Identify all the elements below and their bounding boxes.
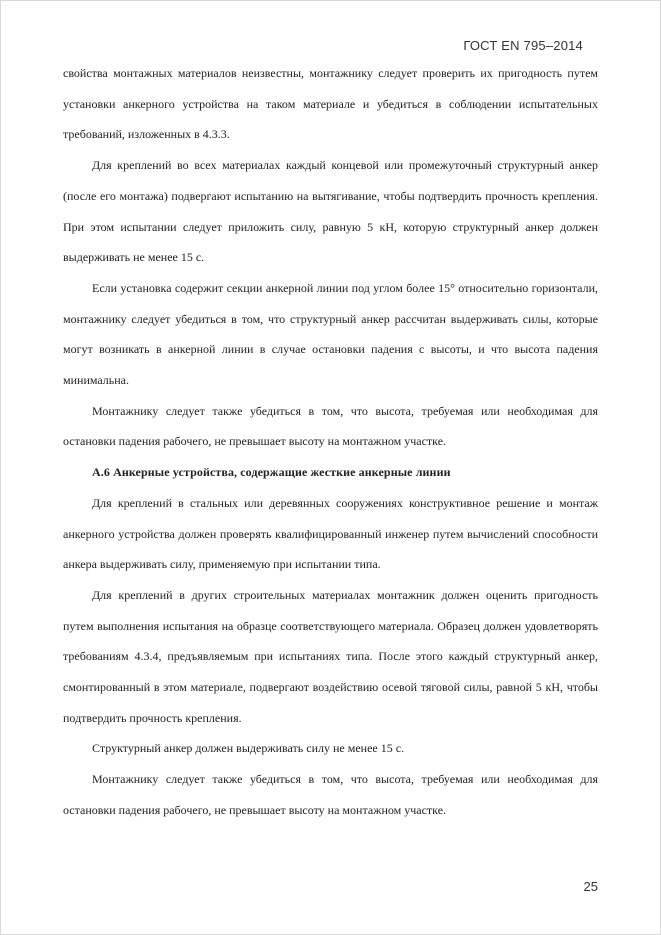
paragraph-fall-clearance: Монтажнику следует также убедиться в том, что высота, требуемая или необходимая для остановки падения рабочего, не превышает высоту на монтажном участке. bbox=[63, 403, 598, 449]
paragraph-steel-wood-structures: Для креплений в стальных или деревянных сооружениях конструктивное решение и монтаж анкерного устройства должен проверять квалифицированный инженер путем вычислений способности анкера выдерживать силу, применяемую при испытании типа. bbox=[63, 495, 598, 572]
page-number: 25 bbox=[583, 879, 598, 894]
paragraph-anchor-line-angle: Если установка содержит секции анкерной линии под углом более 15° относительно горизонтали, монтажнику следует убедиться в том, что структурный анкер рассчитан выдерживать силы, которые могут возникать в анкерной линии в случае остановки падения с высоты, и что высота падения минимальна. bbox=[63, 280, 598, 388]
paragraph-pullout-test: Для креплений во всех материалах каждый концевой или промежуточный структурный анкер (после его монтажа) подвергают испытанию на вытягивание, чтобы подтвердить прочность крепления. При этом испытании следует приложить силу, равную 5 кН, которую структурный анкер должен выдерживать не менее 15 с. bbox=[63, 158, 598, 265]
document-standard-header: ГОСТ EN 795–2014 bbox=[463, 38, 583, 53]
paragraph-continuation: свойства монтажных материалов неизвестны, монтажнику следует проверить их пригодность путем установки анкерного устройства на таком материале и убедиться в соблюдении испытательных требований, изложенных в 4.3.3. bbox=[63, 66, 598, 142]
paragraph-fall-clearance-repeat: Монтажнику следует также убедиться в том, что высота, требуемая или необходимая для остановки падения рабочего, не превышает высоту на монтажном участке. bbox=[63, 772, 598, 817]
paragraph-other-materials: Для креплений в других строительных материалах монтажник должен оценить пригодность путем выполнения испытания на образце соответствующего материала. Образец должен удовлетворять требованиям 4.3.4, предъявляемым при испытаниях типа. После этого каждый структурный анкер, смонтированный в этом материале, подвергают воздействию осевой тяговой силы, равной 5 кН, чтобы подтвердить прочность крепления. bbox=[63, 587, 598, 725]
paragraph-anchor-duration: Структурный анкер должен выдерживать силу не менее 15 с. bbox=[92, 741, 405, 756]
section-heading-a6: А.6 Анкерные устройства, содержащие жесткие анкерные линии bbox=[92, 465, 451, 480]
document-body bbox=[63, 58, 598, 826]
